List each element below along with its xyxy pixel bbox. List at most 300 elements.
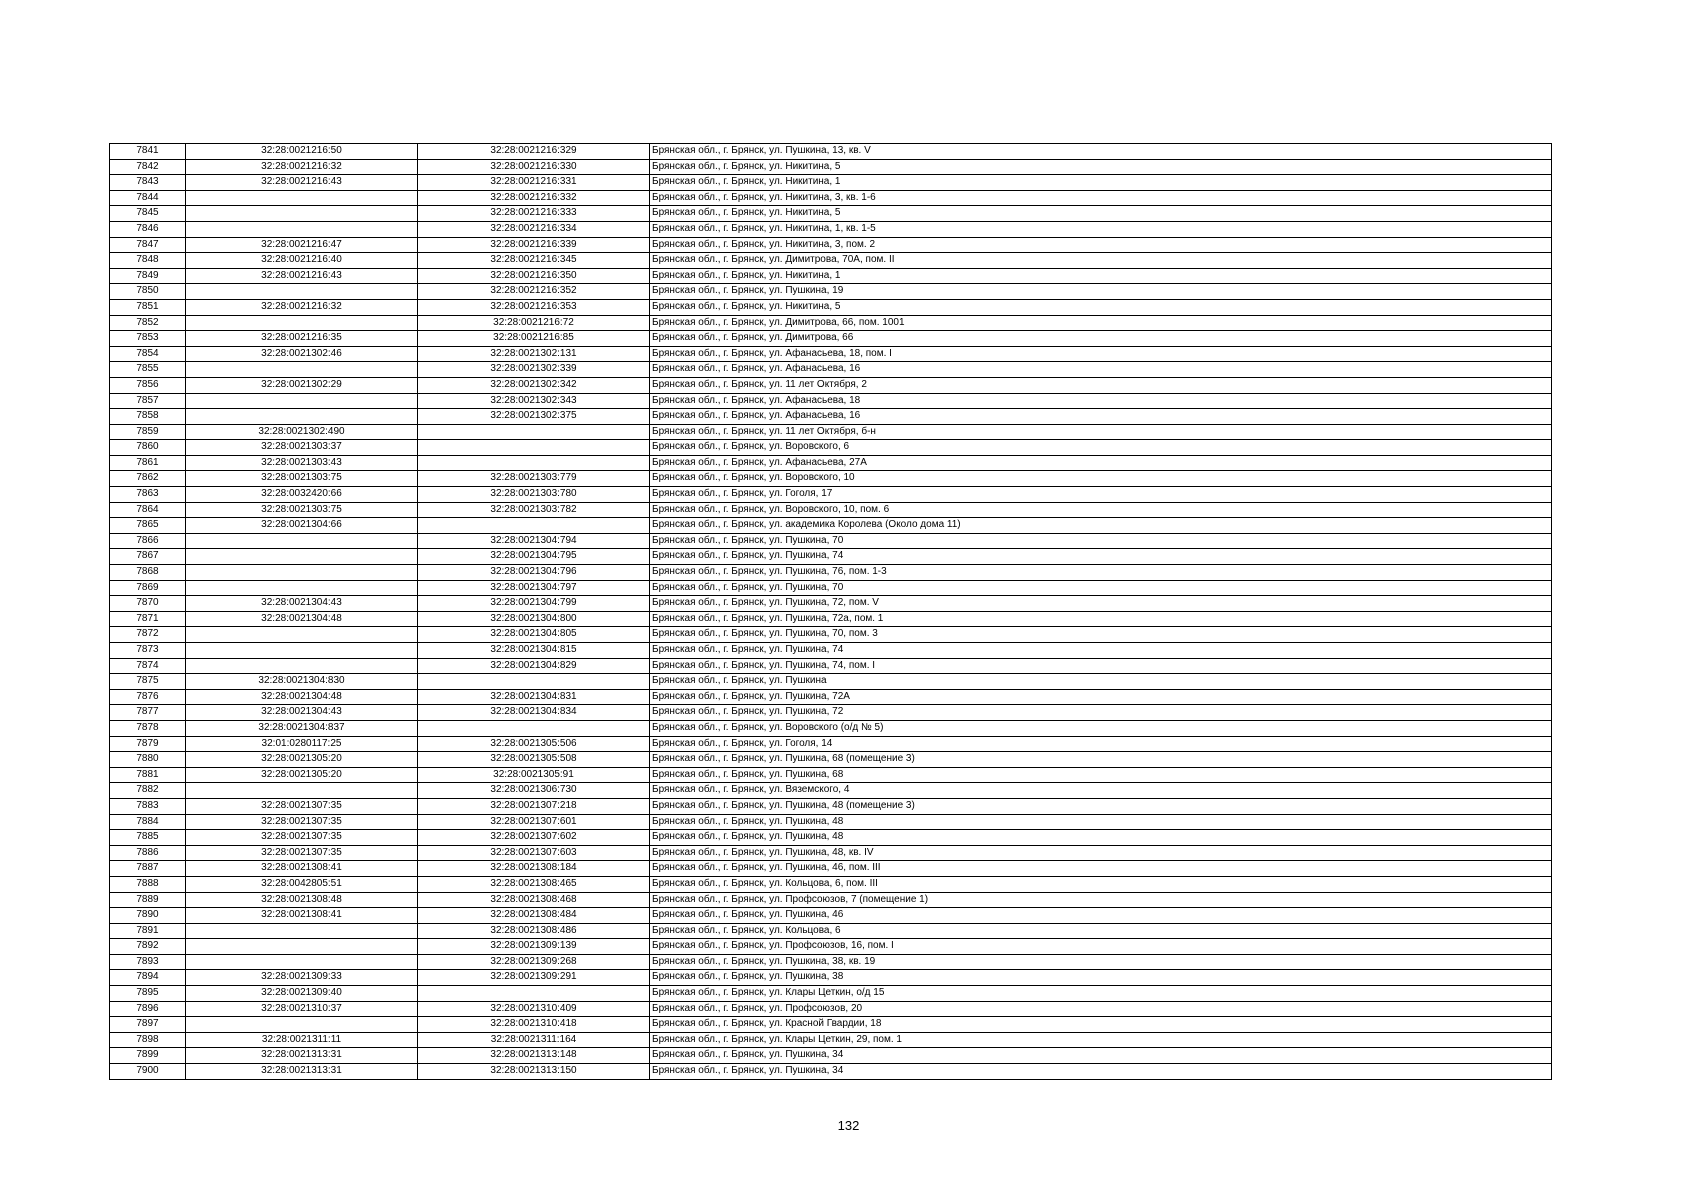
parent-cadastral-number-cell	[186, 783, 418, 799]
parent-cadastral-number-cell	[186, 658, 418, 674]
parent-cadastral-number-cell: 32:28:0021302:29	[186, 377, 418, 393]
parent-cadastral-number-cell: 32:28:0021303:75	[186, 502, 418, 518]
row-number-cell: 7858	[110, 409, 186, 425]
cadastral-number-cell: 32:28:0021310:418	[418, 1017, 650, 1033]
cadastral-number-cell: 32:28:0021308:468	[418, 892, 650, 908]
parent-cadastral-number-cell: 32:28:0021302:46	[186, 346, 418, 362]
table-row	[110, 424, 1552, 440]
table-row	[110, 362, 1552, 378]
table-row	[110, 783, 1552, 799]
table-row	[110, 876, 1552, 892]
address-cell: Брянская обл., г. Брянск, ул. Пушкина	[650, 674, 1552, 690]
row-number-cell: 7883	[110, 798, 186, 814]
parent-cadastral-number-cell: 32:28:0021308:48	[186, 892, 418, 908]
table-row	[110, 643, 1552, 659]
address-cell: Брянская обл., г. Брянск, ул. Никитина, 5	[650, 299, 1552, 315]
table-row	[110, 908, 1552, 924]
cadastral-number-cell: 32:28:0021302:343	[418, 393, 650, 409]
table-row	[110, 175, 1552, 191]
address-cell: Брянская обл., г. Брянск, ул. Пушкина, 76, пом. 1-3	[650, 565, 1552, 581]
cadastral-number-cell: 32:28:0021304:815	[418, 643, 650, 659]
parent-cadastral-number-cell: 32:28:0021308:41	[186, 908, 418, 924]
address-cell: Брянская обл., г. Брянск, ул. Пушкина, 70	[650, 533, 1552, 549]
row-number-cell: 7846	[110, 221, 186, 237]
parent-cadastral-number-cell: 32:28:0021307:35	[186, 798, 418, 814]
table-row	[110, 845, 1552, 861]
row-number-cell: 7869	[110, 580, 186, 596]
table-row	[110, 986, 1552, 1002]
row-number-cell: 7872	[110, 627, 186, 643]
row-number-cell: 7852	[110, 315, 186, 331]
cadastral-number-cell: 32:28:0021313:150	[418, 1064, 650, 1080]
table-row	[110, 471, 1552, 487]
address-cell: Брянская обл., г. Брянск, ул. Профсоюзов, 7 (помещение 1)	[650, 892, 1552, 908]
address-cell: Брянская обл., г. Брянск, ул. Воровского, 10	[650, 471, 1552, 487]
parent-cadastral-number-cell	[186, 206, 418, 222]
register-table	[109, 143, 1552, 1080]
parent-cadastral-number-cell	[186, 315, 418, 331]
parent-cadastral-number-cell: 32:28:0021216:43	[186, 175, 418, 191]
parent-cadastral-number-cell: 32:28:0021311:11	[186, 1032, 418, 1048]
row-number-cell: 7862	[110, 471, 186, 487]
table-row	[110, 455, 1552, 471]
address-cell: Брянская обл., г. Брянск, ул. Пушкина, 72А	[650, 689, 1552, 705]
address-cell: Брянская обл., г. Брянск, ул. Никитина, 1	[650, 268, 1552, 284]
row-number-cell: 7881	[110, 767, 186, 783]
parent-cadastral-number-cell: 32:28:0021303:37	[186, 440, 418, 456]
cadastral-number-cell: 32:28:0021216:329	[418, 144, 650, 160]
address-cell: Брянская обл., г. Брянск, ул. Димитрова, 66	[650, 331, 1552, 347]
cadastral-number-cell: 32:28:0021308:484	[418, 908, 650, 924]
row-number-cell: 7866	[110, 533, 186, 549]
row-number-cell: 7859	[110, 424, 186, 440]
address-cell: Брянская обл., г. Брянск, ул. Кольцова, 6	[650, 923, 1552, 939]
row-number-cell: 7885	[110, 830, 186, 846]
address-cell: Брянская обл., г. Брянск, ул. Афанасьева, 16	[650, 409, 1552, 425]
row-number-cell: 7899	[110, 1048, 186, 1064]
table-row	[110, 549, 1552, 565]
parent-cadastral-number-cell: 32:28:0021216:35	[186, 331, 418, 347]
address-cell: Брянская обл., г. Брянск, ул. Пушкина, 68	[650, 767, 1552, 783]
address-cell: Брянская обл., г. Брянск, ул. 11 лет Октября, 2	[650, 377, 1552, 393]
parent-cadastral-number-cell: 32:28:0021304:66	[186, 518, 418, 534]
row-number-cell: 7844	[110, 190, 186, 206]
parent-cadastral-number-cell: 32:28:0021309:33	[186, 970, 418, 986]
cadastral-number-cell: 32:28:0021216:353	[418, 299, 650, 315]
table-row	[110, 970, 1552, 986]
cadastral-number-cell: 32:28:0021307:603	[418, 845, 650, 861]
parent-cadastral-number-cell	[186, 393, 418, 409]
row-number-cell: 7868	[110, 565, 186, 581]
table-row	[110, 518, 1552, 534]
address-cell: Брянская обл., г. Брянск, ул. Пушкина, 34	[650, 1064, 1552, 1080]
address-cell: Брянская обл., г. Брянск, ул. Клары Цеткин, 29, пом. 1	[650, 1032, 1552, 1048]
parent-cadastral-number-cell: 32:28:0021304:43	[186, 705, 418, 721]
register-table-body	[110, 144, 1552, 1080]
address-cell: Брянская обл., г. Брянск, ул. Димитрова, 66, пом. 1001	[650, 315, 1552, 331]
cadastral-number-cell: 32:28:0021308:184	[418, 861, 650, 877]
table-row	[110, 268, 1552, 284]
row-number-cell: 7878	[110, 720, 186, 736]
cadastral-number-cell: 32:28:0021216:332	[418, 190, 650, 206]
parent-cadastral-number-cell: 32:28:0021304:830	[186, 674, 418, 690]
cadastral-number-cell: 32:28:0021304:795	[418, 549, 650, 565]
table-row	[110, 939, 1552, 955]
row-number-cell: 7853	[110, 331, 186, 347]
cadastral-number-cell: 32:28:0021302:131	[418, 346, 650, 362]
parent-cadastral-number-cell: 32:28:0021304:48	[186, 611, 418, 627]
table-row	[110, 331, 1552, 347]
address-cell: Брянская обл., г. Брянск, ул. Никитина, 5	[650, 159, 1552, 175]
address-cell: Брянская обл., г. Брянск, ул. Воровского, 6	[650, 440, 1552, 456]
row-number-cell: 7847	[110, 237, 186, 253]
parent-cadastral-number-cell	[186, 923, 418, 939]
row-number-cell: 7864	[110, 502, 186, 518]
address-cell: Брянская обл., г. Брянск, ул. Профсоюзов, 16, пом. I	[650, 939, 1552, 955]
table-row	[110, 502, 1552, 518]
parent-cadastral-number-cell	[186, 627, 418, 643]
parent-cadastral-number-cell	[186, 409, 418, 425]
parent-cadastral-number-cell: 32:28:0021307:35	[186, 845, 418, 861]
parent-cadastral-number-cell: 32:28:0021313:31	[186, 1064, 418, 1080]
cadastral-number-cell	[418, 720, 650, 736]
address-cell: Брянская обл., г. Брянск, ул. Пушкина, 46, пом. III	[650, 861, 1552, 877]
parent-cadastral-number-cell	[186, 549, 418, 565]
address-cell: Брянская обл., г. Брянск, ул. Пушкина, 48 (помещение 3)	[650, 798, 1552, 814]
table-row	[110, 830, 1552, 846]
address-cell: Брянская обл., г. Брянск, ул. Красной Гвардии, 18	[650, 1017, 1552, 1033]
row-number-cell: 7871	[110, 611, 186, 627]
row-number-cell: 7887	[110, 861, 186, 877]
parent-cadastral-number-cell: 32:28:0021303:75	[186, 471, 418, 487]
parent-cadastral-number-cell	[186, 190, 418, 206]
cadastral-number-cell: 32:28:0021302:342	[418, 377, 650, 393]
table-row	[110, 190, 1552, 206]
row-number-cell: 7897	[110, 1017, 186, 1033]
table-row	[110, 221, 1552, 237]
parent-cadastral-number-cell	[186, 954, 418, 970]
parent-cadastral-number-cell: 32:28:0021313:31	[186, 1048, 418, 1064]
table-row	[110, 736, 1552, 752]
parent-cadastral-number-cell: 32:28:0021216:50	[186, 144, 418, 160]
row-number-cell: 7875	[110, 674, 186, 690]
table-row	[110, 580, 1552, 596]
cadastral-number-cell: 32:28:0021216:85	[418, 331, 650, 347]
parent-cadastral-number-cell: 32:28:0021310:37	[186, 1001, 418, 1017]
row-number-cell: 7896	[110, 1001, 186, 1017]
address-cell: Брянская обл., г. Брянск, ул. Пушкина, 38, кв. 19	[650, 954, 1552, 970]
row-number-cell: 7860	[110, 440, 186, 456]
parent-cadastral-number-cell: 32:28:0042805:51	[186, 876, 418, 892]
parent-cadastral-number-cell: 32:28:0021302:490	[186, 424, 418, 440]
address-cell: Брянская обл., г. Брянск, ул. Пушкина, 34	[650, 1048, 1552, 1064]
table-row	[110, 1032, 1552, 1048]
parent-cadastral-number-cell: 32:28:0021307:35	[186, 830, 418, 846]
table-row	[110, 315, 1552, 331]
parent-cadastral-number-cell	[186, 1017, 418, 1033]
cadastral-number-cell: 32:28:0021216:331	[418, 175, 650, 191]
row-number-cell: 7880	[110, 752, 186, 768]
parent-cadastral-number-cell: 32:28:0021304:48	[186, 689, 418, 705]
table-row	[110, 720, 1552, 736]
page-number: 132	[837, 1118, 860, 1133]
parent-cadastral-number-cell	[186, 533, 418, 549]
row-number-cell: 7854	[110, 346, 186, 362]
table-row	[110, 1017, 1552, 1033]
address-cell: Брянская обл., г. Брянск, ул. Никитина, 5	[650, 206, 1552, 222]
row-number-cell: 7886	[110, 845, 186, 861]
cadastral-number-cell: 32:28:0021303:780	[418, 487, 650, 503]
cadastral-number-cell: 32:28:0021307:601	[418, 814, 650, 830]
table-row	[110, 206, 1552, 222]
table-row	[110, 409, 1552, 425]
cadastral-number-cell: 32:28:0021216:330	[418, 159, 650, 175]
row-number-cell: 7865	[110, 518, 186, 534]
cadastral-number-cell: 32:28:0021304:805	[418, 627, 650, 643]
cadastral-number-cell: 32:28:0021309:291	[418, 970, 650, 986]
address-cell: Брянская обл., г. Брянск, ул. Пушкина, 74	[650, 643, 1552, 659]
table-row	[110, 393, 1552, 409]
row-number-cell: 7841	[110, 144, 186, 160]
cadastral-number-cell: 32:28:0021302:375	[418, 409, 650, 425]
address-cell: Брянская обл., г. Брянск, ул. Кольцова, 6, пом. III	[650, 876, 1552, 892]
cadastral-number-cell: 32:28:0021305:91	[418, 767, 650, 783]
cadastral-number-cell: 32:28:0021303:782	[418, 502, 650, 518]
parent-cadastral-number-cell	[186, 580, 418, 596]
parent-cadastral-number-cell	[186, 221, 418, 237]
address-cell: Брянская обл., г. Брянск, ул. Пушкина, 72, пом. V	[650, 596, 1552, 612]
row-number-cell: 7856	[110, 377, 186, 393]
address-cell: Брянская обл., г. Брянск, ул. 11 лет Октября, б-н	[650, 424, 1552, 440]
cadastral-number-cell: 32:28:0021304:831	[418, 689, 650, 705]
address-cell: Брянская обл., г. Брянск, ул. Никитина, 1, кв. 1-5	[650, 221, 1552, 237]
table-row	[110, 674, 1552, 690]
cadastral-number-cell: 32:28:0021216:333	[418, 206, 650, 222]
table-row	[110, 923, 1552, 939]
table-row	[110, 658, 1552, 674]
table-row	[110, 954, 1552, 970]
cadastral-number-cell: 32:28:0021309:139	[418, 939, 650, 955]
cadastral-number-cell: 32:28:0021216:72	[418, 315, 650, 331]
cadastral-number-cell: 32:28:0021307:218	[418, 798, 650, 814]
address-cell: Брянская обл., г. Брянск, ул. Пушкина, 72а, пом. 1	[650, 611, 1552, 627]
cadastral-number-cell: 32:28:0021304:829	[418, 658, 650, 674]
table-row	[110, 798, 1552, 814]
cadastral-number-cell: 32:28:0021216:334	[418, 221, 650, 237]
parent-cadastral-number-cell: 32:28:0021216:47	[186, 237, 418, 253]
table-row	[110, 440, 1552, 456]
cadastral-number-cell: 32:28:0021216:345	[418, 253, 650, 269]
parent-cadastral-number-cell: 32:28:0021305:20	[186, 767, 418, 783]
cadastral-number-cell: 32:28:0021304:800	[418, 611, 650, 627]
address-cell: Брянская обл., г. Брянск, ул. Гоголя, 14	[650, 736, 1552, 752]
table-row	[110, 144, 1552, 160]
table-row	[110, 1048, 1552, 1064]
parent-cadastral-number-cell: 32:28:0021216:40	[186, 253, 418, 269]
cadastral-number-cell: 32:28:0021309:268	[418, 954, 650, 970]
row-number-cell: 7876	[110, 689, 186, 705]
table-row	[110, 861, 1552, 877]
address-cell: Брянская обл., г. Брянск, ул. Пушкина, 48	[650, 814, 1552, 830]
row-number-cell: 7879	[110, 736, 186, 752]
parent-cadastral-number-cell: 32:28:0021304:43	[186, 596, 418, 612]
address-cell: Брянская обл., г. Брянск, ул. Пушкина, 48	[650, 830, 1552, 846]
cadastral-number-cell	[418, 674, 650, 690]
parent-cadastral-number-cell	[186, 284, 418, 300]
parent-cadastral-number-cell	[186, 362, 418, 378]
address-cell: Брянская обл., г. Брянск, ул. Никитина, 3, кв. 1-6	[650, 190, 1552, 206]
address-cell: Брянская обл., г. Брянск, ул. Никитина, 3, пом. 2	[650, 237, 1552, 253]
address-cell: Брянская обл., г. Брянск, ул. Пушкина, 46	[650, 908, 1552, 924]
row-number-cell: 7894	[110, 970, 186, 986]
cadastral-number-cell: 32:28:0021305:508	[418, 752, 650, 768]
table-row	[110, 237, 1552, 253]
row-number-cell: 7888	[110, 876, 186, 892]
cadastral-number-cell	[418, 518, 650, 534]
cadastral-number-cell: 32:28:0021216:339	[418, 237, 650, 253]
address-cell: Брянская обл., г. Брянск, ул. Воровского (о/д № 5)	[650, 720, 1552, 736]
table-row	[110, 533, 1552, 549]
row-number-cell: 7849	[110, 268, 186, 284]
row-number-cell: 7892	[110, 939, 186, 955]
parent-cadastral-number-cell: 32:28:0021308:41	[186, 861, 418, 877]
address-cell: Брянская обл., г. Брянск, ул. Пушкина, 74	[650, 549, 1552, 565]
row-number-cell: 7850	[110, 284, 186, 300]
table-row	[110, 752, 1552, 768]
table-row	[110, 892, 1552, 908]
address-cell: Брянская обл., г. Брянск, ул. Клары Цеткин, о/д 15	[650, 986, 1552, 1002]
row-number-cell: 7843	[110, 175, 186, 191]
table-row	[110, 253, 1552, 269]
table-row	[110, 377, 1552, 393]
row-number-cell: 7842	[110, 159, 186, 175]
cadastral-number-cell: 32:28:0021304:797	[418, 580, 650, 596]
parent-cadastral-number-cell: 32:28:0021216:32	[186, 159, 418, 175]
cadastral-number-cell: 32:28:0021216:352	[418, 284, 650, 300]
parent-cadastral-number-cell	[186, 565, 418, 581]
table-row	[110, 159, 1552, 175]
parent-cadastral-number-cell: 32:28:0021305:20	[186, 752, 418, 768]
parent-cadastral-number-cell: 32:28:0021304:837	[186, 720, 418, 736]
address-cell: Брянская обл., г. Брянск, ул. Афанасьева, 18	[650, 393, 1552, 409]
table-row	[110, 611, 1552, 627]
parent-cadastral-number-cell	[186, 939, 418, 955]
parent-cadastral-number-cell: 32:28:0021216:32	[186, 299, 418, 315]
cadastral-number-cell: 32:28:0021304:799	[418, 596, 650, 612]
cadastral-number-cell: 32:28:0021308:486	[418, 923, 650, 939]
cadastral-number-cell: 32:28:0021303:779	[418, 471, 650, 487]
address-cell: Брянская обл., г. Брянск, ул. Профсоюзов, 20	[650, 1001, 1552, 1017]
address-cell: Брянская обл., г. Брянск, ул. Пушкина, 74, пом. I	[650, 658, 1552, 674]
row-number-cell: 7898	[110, 1032, 186, 1048]
table-row	[110, 565, 1552, 581]
cadastral-number-cell: 32:28:0021302:339	[418, 362, 650, 378]
row-number-cell: 7861	[110, 455, 186, 471]
cadastral-number-cell: 32:28:0021305:506	[418, 736, 650, 752]
address-cell: Брянская обл., г. Брянск, ул. Воровского, 10, пом. 6	[650, 502, 1552, 518]
parent-cadastral-number-cell: 32:01:0280117:25	[186, 736, 418, 752]
row-number-cell: 7863	[110, 487, 186, 503]
cadastral-number-cell	[418, 424, 650, 440]
parent-cadastral-number-cell: 32:28:0021309:40	[186, 986, 418, 1002]
cadastral-number-cell	[418, 986, 650, 1002]
row-number-cell: 7877	[110, 705, 186, 721]
row-number-cell: 7874	[110, 658, 186, 674]
table-row	[110, 814, 1552, 830]
row-number-cell: 7890	[110, 908, 186, 924]
address-cell: Брянская обл., г. Брянск, ул. Димитрова, 70А, пом. II	[650, 253, 1552, 269]
address-cell: Брянская обл., г. Брянск, ул. академика Королева (Около дома 11)	[650, 518, 1552, 534]
row-number-cell: 7889	[110, 892, 186, 908]
address-cell: Брянская обл., г. Брянск, ул. Пушкина, 48, кв. IV	[650, 845, 1552, 861]
parent-cadastral-number-cell: 32:28:0021307:35	[186, 814, 418, 830]
table-row	[110, 767, 1552, 783]
address-cell: Брянская обл., г. Брянск, ул. Афанасьева, 27А	[650, 455, 1552, 471]
cadastral-number-cell: 32:28:0021310:409	[418, 1001, 650, 1017]
cadastral-number-cell: 32:28:0021304:796	[418, 565, 650, 581]
row-number-cell: 7845	[110, 206, 186, 222]
cadastral-number-cell: 32:28:0021306:730	[418, 783, 650, 799]
address-cell: Брянская обл., г. Брянск, ул. Пушкина, 38	[650, 970, 1552, 986]
address-cell: Брянская обл., г. Брянск, ул. Пушкина, 70	[650, 580, 1552, 596]
table-row	[110, 1064, 1552, 1080]
address-cell: Брянская обл., г. Брянск, ул. Никитина, 1	[650, 175, 1552, 191]
address-cell: Брянская обл., г. Брянск, ул. Афанасьева, 16	[650, 362, 1552, 378]
row-number-cell: 7848	[110, 253, 186, 269]
cadastral-number-cell: 32:28:0021304:834	[418, 705, 650, 721]
row-number-cell: 7857	[110, 393, 186, 409]
address-cell: Брянская обл., г. Брянск, ул. Афанасьева, 18, пом. I	[650, 346, 1552, 362]
cadastral-number-cell	[418, 455, 650, 471]
table-row	[110, 689, 1552, 705]
cadastral-number-cell	[418, 440, 650, 456]
table-row	[110, 596, 1552, 612]
address-cell: Брянская обл., г. Брянск, ул. Гоголя, 17	[650, 487, 1552, 503]
cadastral-number-cell: 32:28:0021311:164	[418, 1032, 650, 1048]
cadastral-number-cell: 32:28:0021313:148	[418, 1048, 650, 1064]
row-number-cell: 7851	[110, 299, 186, 315]
row-number-cell: 7891	[110, 923, 186, 939]
parent-cadastral-number-cell: 32:28:0032420:66	[186, 487, 418, 503]
cadastral-number-cell: 32:28:0021216:350	[418, 268, 650, 284]
table-row	[110, 487, 1552, 503]
address-cell: Брянская обл., г. Брянск, ул. Вяземского, 4	[650, 783, 1552, 799]
address-cell: Брянская обл., г. Брянск, ул. Пушкина, 70, пом. 3	[650, 627, 1552, 643]
table-row	[110, 284, 1552, 300]
address-cell: Брянская обл., г. Брянск, ул. Пушкина, 72	[650, 705, 1552, 721]
row-number-cell: 7855	[110, 362, 186, 378]
row-number-cell: 7900	[110, 1064, 186, 1080]
cadastral-number-cell: 32:28:0021304:794	[418, 533, 650, 549]
row-number-cell: 7870	[110, 596, 186, 612]
parent-cadastral-number-cell: 32:28:0021216:43	[186, 268, 418, 284]
table-row	[110, 705, 1552, 721]
table-row	[110, 1001, 1552, 1017]
address-cell: Брянская обл., г. Брянск, ул. Пушкина, 13, кв. V	[650, 144, 1552, 160]
table-row	[110, 299, 1552, 315]
row-number-cell: 7867	[110, 549, 186, 565]
row-number-cell: 7893	[110, 954, 186, 970]
row-number-cell: 7873	[110, 643, 186, 659]
table-row	[110, 346, 1552, 362]
row-number-cell: 7884	[110, 814, 186, 830]
parent-cadastral-number-cell	[186, 643, 418, 659]
cadastral-number-cell: 32:28:0021308:465	[418, 876, 650, 892]
cadastral-number-cell: 32:28:0021307:602	[418, 830, 650, 846]
table-row	[110, 627, 1552, 643]
address-cell: Брянская обл., г. Брянск, ул. Пушкина, 68 (помещение 3)	[650, 752, 1552, 768]
row-number-cell: 7895	[110, 986, 186, 1002]
